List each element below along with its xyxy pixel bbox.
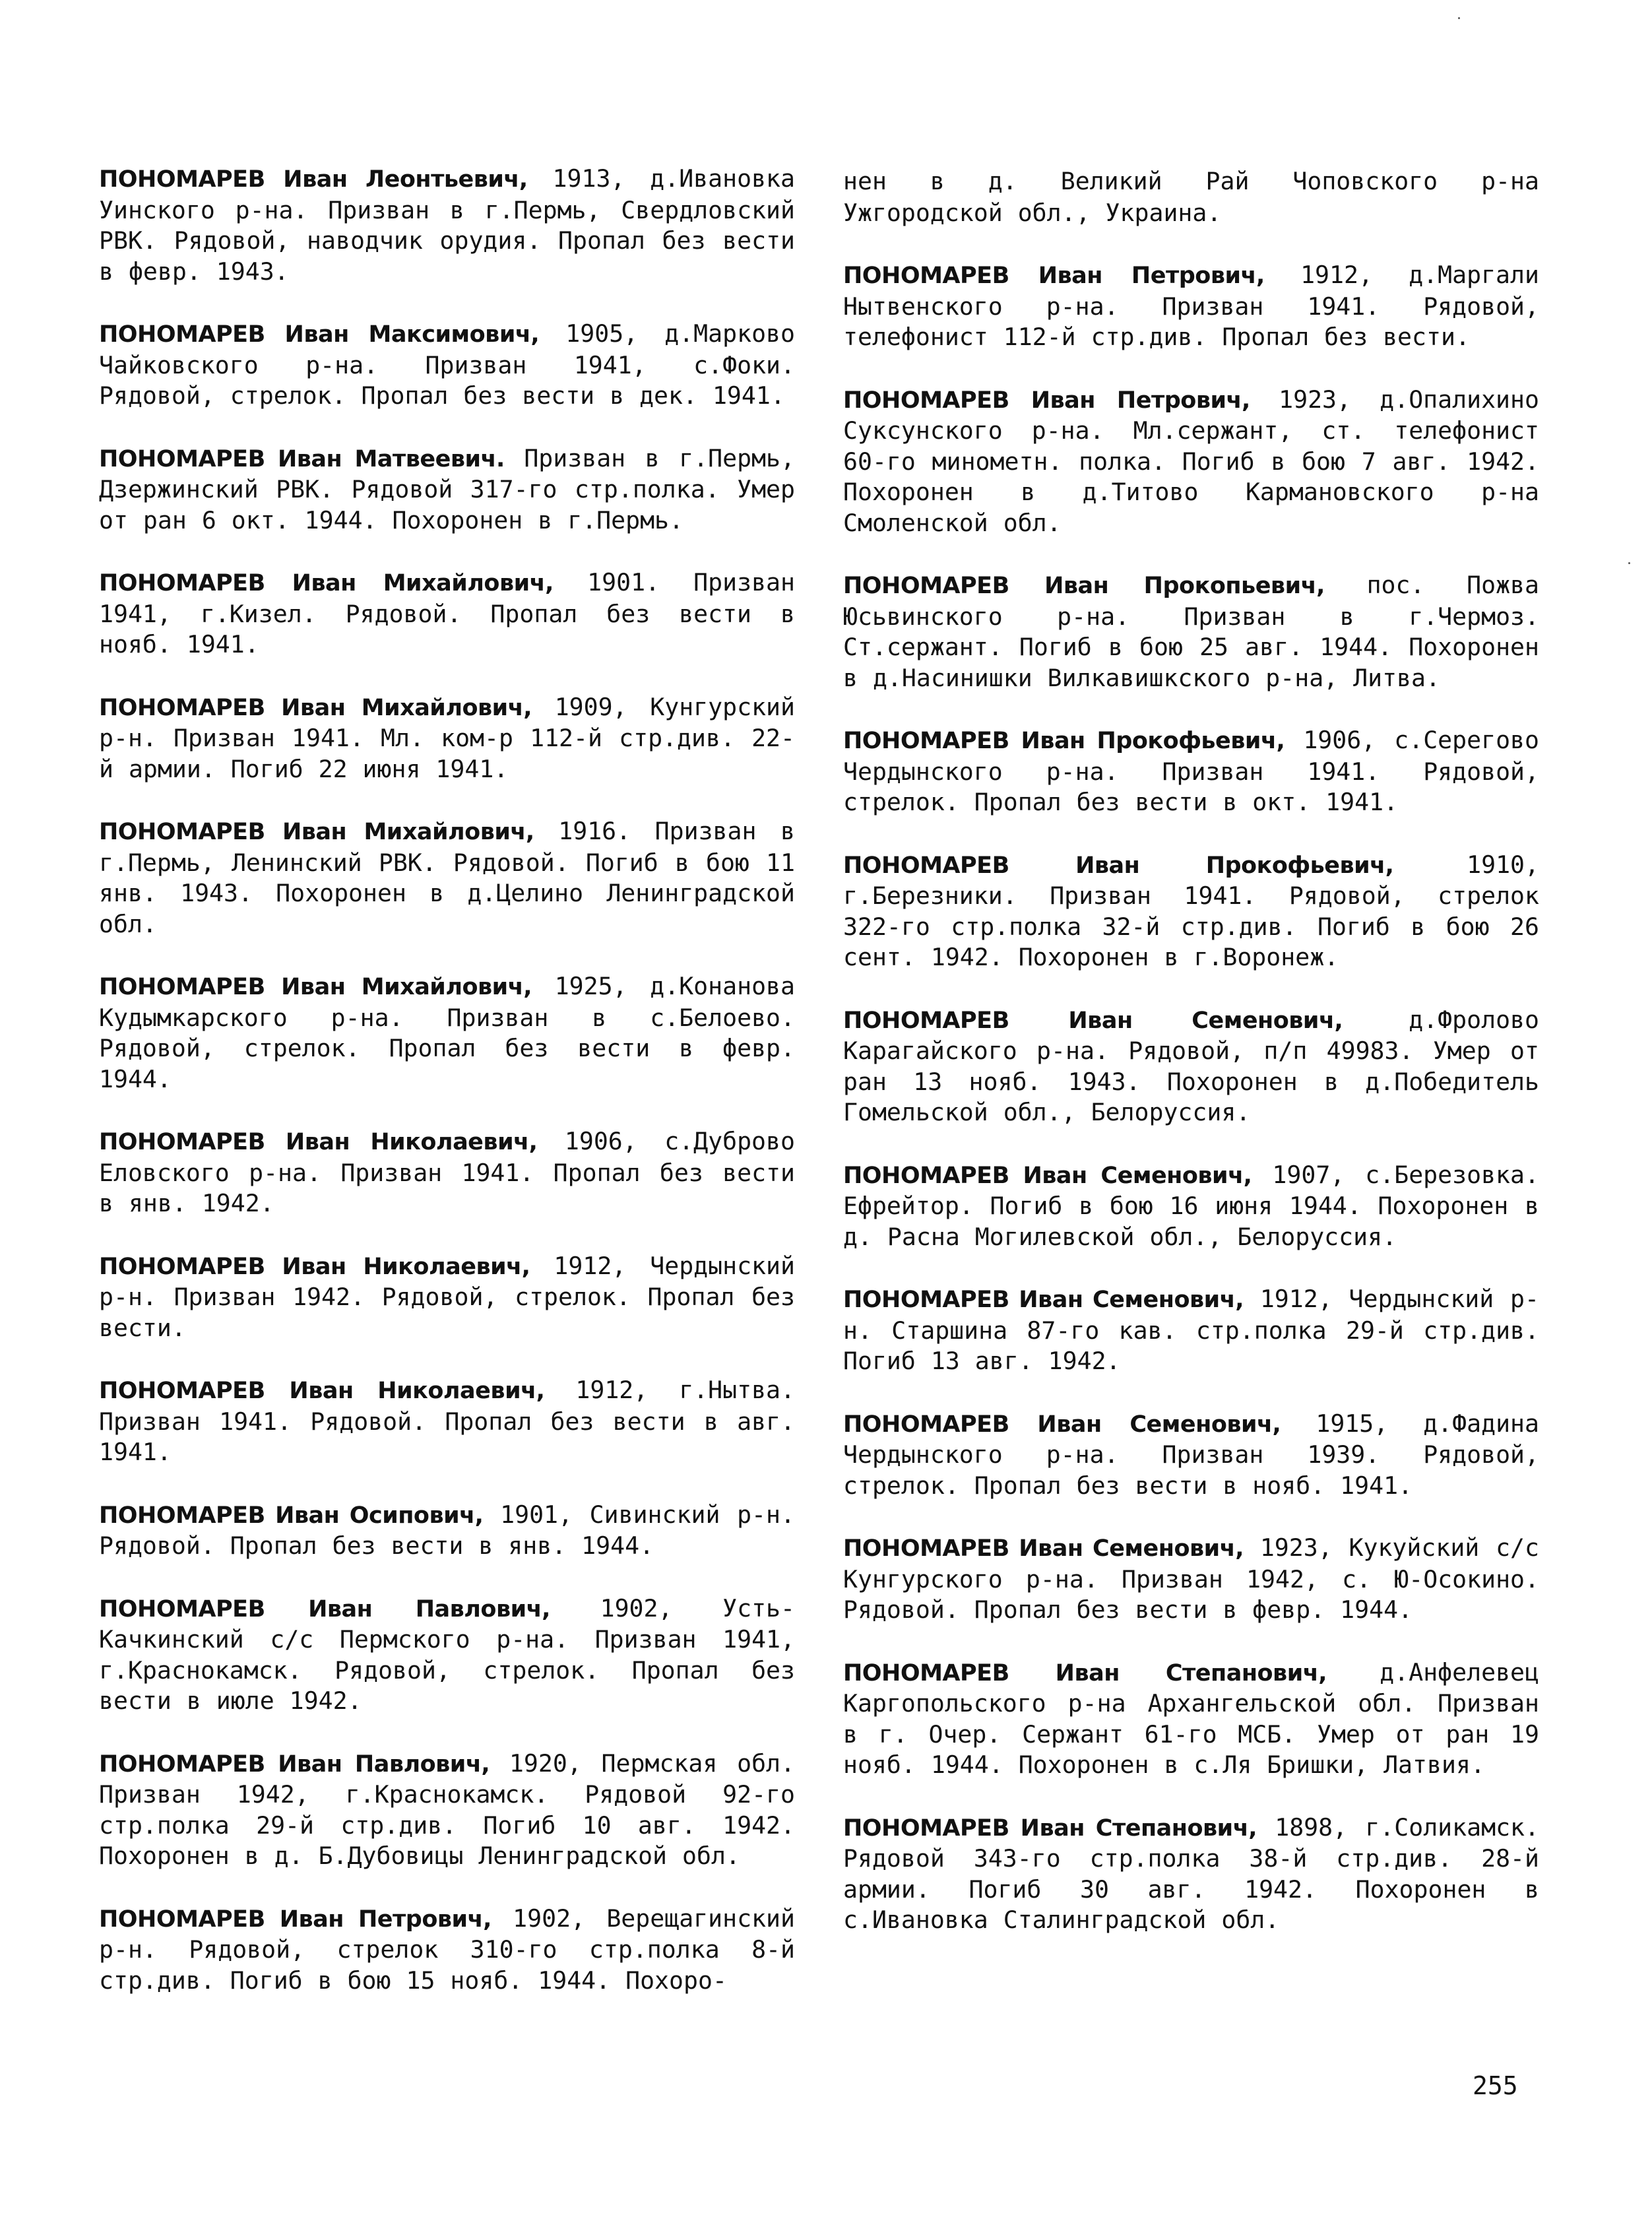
entry — [99, 443, 795, 536]
entry — [99, 971, 795, 1095]
entry-text: пос. Пожва Юсьвинского р-на. Призван в г.Чермоз. Ст.сержант. Погиб в бою 25 авг. 1944. Похоронен в д.Насинишки Вилкавишкского р-на, Литва. — [843, 571, 1539, 692]
entry-name: ПОНОМАРЕВ Иван Прокопьевич, — [843, 573, 1325, 599]
entry-name: ПОНОМАРЕВ Иван Михайлович, — [99, 974, 532, 1000]
entry-text: 1909, Кунгурский р-н. Призван 1941. Мл. ком-р 112-й стр.див. 22-й армии. Погиб 22 июня 1941. — [99, 692, 795, 783]
entry-name: ПОНОМАРЕВ Иван Семенович, — [843, 1287, 1244, 1313]
entry-text: д.Анфелевец Каргопольского р-на Архангельской обл. Призван в г. Очер. Сержант 61-го МСБ. Умер от ран 19 нояб. 1944. Похоронен в с.Ля Бришки, Латвия. — [843, 1657, 1539, 1779]
left-column — [99, 164, 795, 2028]
scan-speck — [1458, 17, 1460, 19]
entry-name: ПОНОМАРЕВ Иван Матвеевич. — [99, 445, 505, 472]
entry-text: 1898, г.Соликамск. Рядовой 343-го стр.полка 38-й стр.див. 28-й армии. Погиб 30 авг. 1942. Похоронен в с.Ивановка Сталинградской обл. — [843, 1813, 1539, 1934]
entry-text: 1912, Чердынский р-н. Старшина 87-го кав. стр.полка 29-й стр.див. Погиб 13 авг. 1942. — [843, 1285, 1539, 1375]
entry — [843, 1005, 1539, 1128]
entry — [843, 1160, 1539, 1253]
entry-text: 1920, Пермская обл. Призван 1942, г.Краснокамск. Рядовой 92-го стр.полка 29-й стр.див. Погиб 10 авг. 1942. Похоронен в д. Б.Дубовицы Ленинградской обл. — [99, 1749, 795, 1870]
entry-name: ПОНОМАРЕВ Иван Петрович, — [843, 263, 1265, 289]
entry — [843, 1813, 1539, 1936]
entry-name: ПОНОМАРЕВ Иван Николаевич, — [99, 1129, 538, 1155]
entry-text: 1902, Верещагинский р-н. Рядовой, стрелок 310-го стр.полка 8-й стр.див. Погиб в бою 15 нояб. 1944. Похоро- — [99, 1904, 795, 1995]
entry-text: д.Фролово Карагайского р-на. Рядовой, п/п 49983. Умер от ран 13 нояб. 1943. Похоронен в д.Победитель Гомельской обл., Белоруссия. — [843, 1005, 1539, 1126]
entry-continuation — [843, 166, 1539, 228]
entry-text: 1912, г.Нытва. Призван 1941. Рядовой. Пропал без вести в авг. 1941. — [99, 1376, 795, 1466]
entry — [843, 850, 1539, 973]
entry — [843, 725, 1539, 818]
entry — [843, 1657, 1539, 1781]
entry — [843, 1284, 1539, 1377]
scan-speck — [1628, 562, 1630, 564]
entry — [99, 1904, 795, 1997]
entry — [99, 1749, 795, 1872]
entry — [99, 1375, 795, 1468]
entry-text: 1923, Кукуйский с/с Кунгурского р-на. Призван 1942, с. Ю-Осокино. Рядовой. Пропал без вести в февр. 1944. — [843, 1533, 1539, 1624]
entry-name: ПОНОМАРЕВ Иван Михайлович, — [99, 570, 554, 596]
entry-name: ПОНОМАРЕВ Иван Николаевич, — [99, 1253, 530, 1280]
entry — [843, 260, 1539, 353]
entry-name: ПОНОМАРЕВ Иван Максимович, — [99, 321, 540, 348]
entry-name: ПОНОМАРЕВ Иван Петрович, — [99, 1906, 492, 1933]
entry — [99, 1251, 795, 1344]
entry — [99, 164, 795, 287]
entry-name: ПОНОМАРЕВ Иван Леонтьевич, — [99, 166, 528, 193]
entry-text: Призван в г.Пермь, Дзержинский РВК. Рядовой 317-го стр.полка. Умер от ран 6 окт. 1944. Похоронен в г.Пермь. — [99, 443, 795, 534]
entry-text: 1907, с.Березовка. Ефрейтор. Погиб в бою 16 июня 1944. Похоронен в д. Расна Могилевской обл., Белоруссия. — [843, 1160, 1539, 1251]
entry-name: ПОНОМАРЕВ Иван Павлович, — [99, 1751, 490, 1778]
entry-text: 1910, г.Березники. Призван 1941. Рядовой, стрелок 322-го стр.полка 32-й стр.див. Погиб в бою 26 сент. 1942. Похоронен в г.Воронеж. — [843, 850, 1540, 971]
entry — [99, 1593, 795, 1717]
entry-text: 1915, д.Фадина Чердынского р-на. Призван 1939. Рядовой, стрелок. Пропал без вести в нояб. 1941. — [843, 1409, 1539, 1500]
entry-name: ПОНОМАРЕВ Иван Степанович, — [843, 1815, 1257, 1842]
entry-text: 1912, д.Маргали Нытвенского р-на. Призван 1941. Рядовой, телефонист 112-й стр.див. Пропал без вести. — [843, 261, 1539, 351]
entry-name: ПОНОМАРЕВ Иван Прокофьевич, — [843, 728, 1285, 754]
entry-text: 1905, д.Марково Чайковского р-на. Призван 1941, с.Фоки. Рядовой, стрелок. Пропал без вести в дек. 1941. — [99, 319, 795, 410]
entry-name: ПОНОМАРЕВ Иван Осипович, — [99, 1502, 484, 1529]
entry-name: ПОНОМАРЕВ Иван Михайлович, — [99, 819, 534, 845]
entry — [843, 1533, 1539, 1626]
entry — [99, 567, 795, 660]
right-column — [843, 166, 1539, 1968]
entry-name: ПОНОМАРЕВ Иван Петрович, — [843, 387, 1250, 414]
entry-name: ПОНОМАРЕВ Иван Павлович, — [99, 1595, 550, 1623]
entry-text: нен в д. Великий Рай Чоповского р-на Ужгородской обл., Украина. — [843, 167, 1539, 227]
entry — [843, 570, 1539, 693]
entry-text: 1901, Сивинский р-н. Рядовой. Пропал без вести в янв. 1944. — [99, 1500, 795, 1560]
entry-name: ПОНОМАРЕВ Иван Семенович, — [843, 1162, 1252, 1189]
entry — [99, 692, 795, 785]
entry-text: 1923, д.Опалихино Суксунского р-на. Мл.сержант, ст. телефонист 60-го минометн. полка. Погиб в бою 7 авг. 1942. Похоронен в д.Титово Кармановского р-на Смоленской обл. — [843, 385, 1539, 537]
entry-name: ПОНОМАРЕВ Иван Семенович, — [843, 1411, 1281, 1438]
entry-text: 1902, Усть-Качкинский с/с Пермского р-на. Призван 1941, г.Краснокамск. Рядовой, стрелок. Пропал без вести в июле 1942. — [99, 1593, 796, 1715]
entry-text: 1916. Призван в г.Пермь, Ленинский РВК. Рядовой. Погиб в бою 11 янв. 1943. Похоронен в д.Целино Ленинградской обл. — [99, 817, 795, 938]
entry-text: 1901. Призван 1941, г.Кизел. Рядовой. Пропал без вести в нояб. 1941. — [99, 568, 795, 659]
entry-name: ПОНОМАРЕВ Иван Николаевич, — [99, 1378, 545, 1404]
entry-name: ПОНОМАРЕВ Иван Михайлович, — [99, 694, 532, 721]
entry-text: 1925, д.Конанова Кудымкарского р-на. Призван в с.Белоево. Рядовой, стрелок. Пропал без вести в февр. 1944. — [99, 972, 795, 1093]
entry-name: ПОНОМАРЕВ Иван Степанович, — [843, 1659, 1327, 1687]
entry-name: ПОНОМАРЕВ Иван Прокофьевич, — [843, 852, 1394, 879]
page-number: 255 — [1473, 2071, 1518, 2100]
entry — [99, 319, 795, 412]
entry-text: 1906, с.Серегово Чердынского р-на. Призван 1941. Рядовой, стрелок. Пропал без вести в окт. 1941. — [843, 726, 1539, 816]
entry — [99, 816, 795, 940]
entry — [99, 1126, 795, 1219]
entry-name: ПОНОМАРЕВ Иван Семенович, — [843, 1535, 1244, 1562]
entry — [843, 385, 1539, 539]
entry — [99, 1500, 795, 1562]
entry-text: 1906, с.Дуброво Еловского р-на. Призван 1941. Пропал без вести в янв. 1942. — [99, 1127, 795, 1217]
entry-text: 1913, д.Ивановка Уинского р-на. Призван в г.Пермь, Свердловский РВК. Рядовой, наводчик орудия. Пропал без вести в февр. 1943. — [99, 164, 795, 286]
entry — [843, 1409, 1539, 1502]
entry-name: ПОНОМАРЕВ Иван Семенович, — [843, 1007, 1343, 1034]
entry-text: 1912, Чердынский р-н. Призван 1942. Рядовой, стрелок. Пропал без вести. — [99, 1251, 795, 1342]
